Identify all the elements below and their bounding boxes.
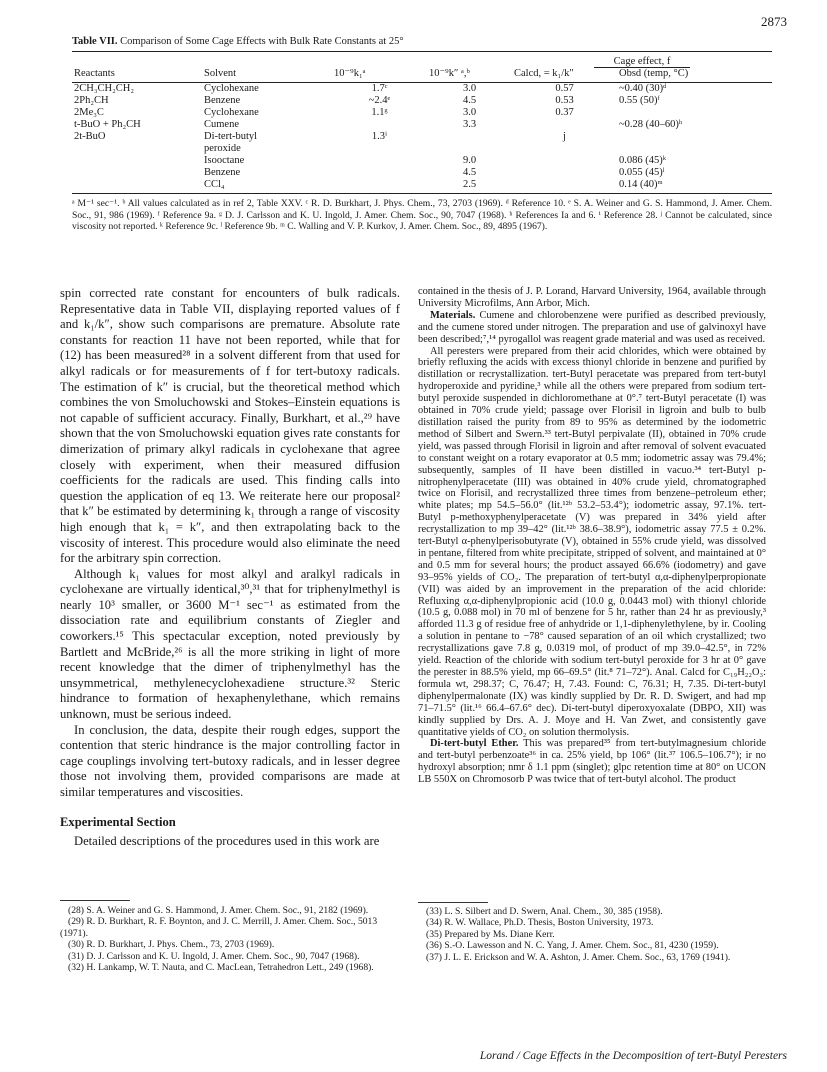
table-cell: ~0.28 (40–60)ʰ [619,119,683,130]
table-cell [512,167,617,179]
table-cell [512,179,617,194]
table-cell: 0.086 (45)ᵏ [619,155,667,166]
table-cell: 1.1ᵍ [371,107,388,118]
running-footer: Lorand / Cage Effects in the Decomposition of tert-Butyl Peresters [479,1050,787,1062]
table-caption [72,36,772,47]
table-cell: 3.0 [462,83,477,94]
table-cell: Cyclohexane [204,107,259,118]
table-cell: 3.0 [462,107,477,118]
footnote-rule [418,902,488,903]
table-row [72,167,772,179]
table-row [72,107,772,119]
reference-item: (28) S. A. Weiner and G. S. Hammond, J. Amer. Chem. Soc., 91, 2182 (1969). [68,905,369,916]
table-cell: 0.14 (40)ᵐ [617,179,772,194]
table-cell: Cumene [204,119,239,130]
references-left [60,905,400,973]
table-label: Table VII. [72,36,118,47]
table-row [72,155,772,167]
table-cell: peroxide [204,143,241,154]
table-row [72,179,772,194]
table-cell: 2.5 [427,179,512,194]
column-header: Reactants [72,68,202,83]
table-cell: 4.5 [462,167,477,178]
table-cell [72,155,202,167]
paragraph-text: This was prepared³⁵ from tert-butylmagnesium chloride and tert-butyl perbenzoate³⁶ in ca. 25% yield, bp 106° (lit.³⁷ 106.5–106.7°); ir no hydroxyl absorption; nmr δ 1.1 ppm (singlet); glpc retention time at 80° on UCON LB 550X on Chromosorb P was twice that of tert-butyl alcohol. The product [418,738,766,786]
column-header: 10⁻⁹k″ ᵃ,ᵇ [427,68,512,83]
table-row [72,131,772,143]
table-cell [512,143,617,155]
table-cell [332,155,427,167]
table-cell: 0.57 [555,83,574,94]
paragraph: Detailed descriptions of the procedures used in this work are [74,834,380,849]
table-cell [512,155,617,167]
table-cell [72,167,202,179]
table-cell [332,167,427,179]
column-header: Obsd (temp, °C) [617,68,772,83]
table-cell: Isooctane [204,155,245,166]
table-cell: 1.3ⁱ [371,131,388,142]
table-cell: ~0.40 (30)ᵈ [619,83,667,94]
data-table [72,51,772,194]
paragraph: contained in the thesis of J. P. Lorand, Harvard University, 1964, available through University Microfilms, Ann Arbor, Mich. [418,286,766,309]
left-column [60,286,400,850]
table-row [72,83,772,96]
table-cell [512,119,617,131]
reference-item: (34) R. W. Wallace, Ph.D. Thesis, Boston University, 1973. [426,917,654,929]
table-cell [427,143,512,155]
table-cell: 9.0 [462,155,477,166]
reference-item: (37) J. L. E. Erickson and W. A. Ashton, J. Amer. Chem. Soc., 63, 1769 (1941). [426,951,731,963]
table-cell [617,107,772,119]
table-cell: Benzene [204,95,241,106]
paragraph: spin corrected rate constant for encounters of bulk radicals. Representative data in Table VII, displaying reported values of f and k₁/k″, show such comparisons are premature. Absolute rate constants for reaction 11 have not been reported, while that for (12) has been measured²⁸ in a solvent different from that used for alkyl radicals or for measurements of f for tert-butoxy radicals. The estimation of k″ is crucial, but the theoretical method which combines the von Smoluchowski and Stokes–Einstein equations is not capable of sufficient accuracy. Finally, Burkhart, et al.,²⁹ have shown that the von Smoluchowski equation gives rate constants for dimerization of primary alkyl radicals in cyclohexane that agree closely with experiment, when their measured diffusion coefficients for the radicals are used. This finding calls into question the application of eq 13. We reiterate here our proposal² that k″ be estimated by determining k₁ through a range of viscosity high enough that k₁ = k″, and then extrapolating back to the viscosity of interest. This procedure would also eliminate the need for the arbitrary spin correction. [60,286,400,566]
table-row [72,119,772,131]
table-cell [72,179,202,194]
table-cell: CCl₄ [202,179,332,194]
paragraph: Although k₁ values for most alkyl and aralkyl radicals in cyclohexane are virtually identical,³⁰,³¹ that for triphenylmethyl is nearly 10³ smaller, or 3600 M⁻¹ sec⁻¹ as estimated from the dissociation rate and equilibrium constants of Ziegler and coworkers.¹⁵ This spectacular exception, noted previously by Bartlett and McBride,²⁶ is all the more striking in light of more recent knowledge that the dimer of triphenylmethyl has the unsymmetrical, methylenecyclohexadiene structure.³² Steric hindrance to formation of hexaphenylethane, which remains unknown, must be serious indeed. [60,566,400,722]
table-cell: ~2.4ᵉ [368,95,391,106]
footnote-rule [60,900,130,901]
table-cell: 0.55 (50)ᶠ [619,95,660,106]
reference-item: (31) D. J. Carlsson and K. U. Ingold, J. Amer. Chem. Soc., 90, 7047 (1968). [68,950,360,962]
paragraph: All peresters were prepared from their acid chlorides, which were obtained by briefly refluxing the acids with excess thionyl chloride in benzene and purified by distillation or recrystallization. tert-Butyl peracetate was prepared from tert-butyl hydroperoxide and pyridine,³ while all the others were prepared from sodium tert-butyl peroxide suspended in dichloromethane at 0°.⁷ tert-Butyl peracetate (I) was obtained in 70% crude yield; passage over Florisil in ligroin and bulb to bulb distillation raised the purity from 89 to 95% as determined by the iodometric method of Silbert and Swern.³³ tert-Butyl perpivalate (II), obtained in 70% crude yield, was passed through Florisil in ligroin and after removal of solvent evacuated to constant weight on a rotary evaporator at 0.5 mm; iodometric assay was 79.4%; subsequently, samples of II have been distilled in vacuo.³⁴ tert-Butyl p-nitrophenylperacetate (III) was obtained in 40% crude yield, chromatographed twice on Florisil, and recrystallized three times from benzene–petroleum ether; white plates; mp 54.5–56.0° (lit.¹²ᵇ 53.2–53.4°); iodometric assay, 97.1%. tert-Butyl p-methoxyphenylperacetate (V) was prepared in 34% yield after recrystallization to mp 39–42° (lit.¹²ᵇ 38.6–38.9°), iodometric assay 77.5 ± 0.2%. tert-Butyl α-phenylperisobutyrate (V), obtained in 55% crude yield, was dissolved in pentane, filtered from white precipitate, stripped of solvent, and maintained at 0° and 0.5 mm for several hours; the product assayed 66.6% (iodometry) and gave 93–95% yields of CO₂. The preparation of tert-butyl α,α-diphenylperpropionate (VII) was aided by an improvement in the preparation of the acid chloride: Refluxing α,α-diphenylpropionic acid (10.0 g, 0.0443 mol) with thionyl chloride (10.5 g, 0.088 mol) in 70 ml of benzene for 5 hr, rather than 24 hr as previously,³ afforded 11.3 g of residue free of anhydride or 1,1-diphenylethylene, by ir. Cooling a solution in pentane to −78° caused separation of an oil which crystallized; two recrystallizations gave 7.8 g, 0.0319 mol, of product of mp 39.0–42.5°, in 72% yield. Reaction of the chloride with sodium tert-butyl peroxide for 3 hr at 0° gave the perester in 88.5% yield, mp 66–69.5° (lit.⁸ 71–72°). Anal. Calcd for C₁₉H₂₂O₃: formula wt, 298.37; C, 76.47; H, 7.43. Found: C, 76.31; H, 7.35. Di-tert-butyl diphenylpermalonate (IX) was kindly supplied by Dr. R. D. Swigert, and had mp 71–71.5° (lit.¹⁶ 66.4–67.6° dec). Di-tert-butyl diperoxyoxalate (DBPO, XII) was kindly supplied by Drs. A. J. Moye and H. Van Zwet, and consistently gave quantitative yields of CO₂ on solution thermolysis. [418,345,766,738]
table-cell [332,119,427,131]
reference-item: (35) Prepared by Ms. Diane Kerr. [426,928,555,940]
table-row [72,143,772,155]
paragraph [418,738,766,786]
table-cell: Di-tert-butyl [204,131,258,142]
column-header: Solvent [202,68,332,83]
table-cell [617,131,772,143]
table-cell: 0.37 [555,107,574,118]
reference-item: (33) L. S. Silbert and D. Swern, Anal. Chem., 30, 385 (1958). [426,906,663,917]
table-cell [332,143,427,155]
reference-item: (29) R. D. Burkhart, R. F. Boynton, and J. C. Merrill, J. Amer. Chem. Soc., 5013 (1971). [60,916,378,939]
column-header: 10⁻⁹k₁ᵃ [332,68,427,83]
table-footnotes: ᵃ M⁻¹ sec⁻¹. ᵇ All values calculated as in ref 2, Table XXV. ᶜ R. D. Burkhart, J. Phys. Chem., 73, 2703 (1969). ᵈ Reference 10. ᵉ S. A. Weiner and G. S. Hammond, J. Amer. Chem. Soc., 91, 986 (1969). ᶠ Reference 9a. ᵍ D. J. Carlsson and K. U. Ingold, J. Amer. Chem. Soc., 90, 7047 (1968). ʰ References Ia and 6. ⁱ Reference 28. ʲ Cannot be calculated, since viscosity not reported. ᵏ Reference 9c. ˡ Reference 9b. ᵐ C. Walling and V. P. Kurkov, J. Amer. Chem. Soc., 89, 4895 (1967). [72,198,772,232]
paragraph-lead: Di-tert-butyl Ether. [430,738,519,750]
table-cell: 2Me₃C [74,107,104,118]
paragraph: In conclusion, the data, despite their rough edges, support the contention that steric hindrance is the major controlling factor in cage couplings involving tert-butoxy radicals, and in lesser degree those not involving them, provided comparisons are made at similar temperatures and viscosities. [60,722,400,799]
reference-item: (36) S.-O. Lawesson and N. C. Yang, J. Amer. Chem. Soc., 81, 4230 (1959). [426,940,719,952]
table-cell [72,143,202,155]
table-cell: Benzene [204,167,241,178]
table-cell [332,179,427,194]
table-vii [72,36,772,233]
page-number: 2873 [761,14,787,29]
references-right [418,906,766,963]
table-cell: Cyclohexane [204,83,259,94]
section-heading: Experimental Section [60,814,176,829]
right-column [418,286,766,786]
paragraph-lead: Materials. [430,309,476,321]
table-cell [427,131,512,143]
table-cell: t-BuO + Ph₂CH [74,119,141,130]
table-title: Comparison of Some Cage Effects with Bulk Rate Constants at 25° [120,36,404,47]
table-cell: 2t-BuO [74,131,106,142]
table-cell: 0.055 (45)ˡ [619,167,665,178]
table-cell: j [563,131,566,142]
table-cell: 2CH₃CH₂CH₂ [74,83,134,94]
table-row [72,95,772,107]
group-header: Cage effect, f [512,52,772,69]
table-cell [617,143,772,155]
reference-item: (30) R. D. Burkhart, J. Phys. Chem., 73, 2703 (1969). [68,939,275,951]
table-cell: 2Ph₂CH [74,95,109,106]
table-cell: 1.7ᶜ [371,83,388,94]
paragraph-text: Cumene and chlorobenzene were purified as described previously, and the cumene stored under nitrogen. The preparation and use of galvinoxyl have been described;⁷,¹⁴ pyrogallol was reagent grade material and was used as received. [418,309,766,345]
table-cell: 3.3 [462,119,477,130]
reference-item: (32) H. Lankamp, W. T. Nauta, and C. MacLean, Tetrahedron Lett., 249 (1968). [68,962,374,974]
paragraph [418,310,766,346]
table-cell: 0.53 [555,95,574,106]
column-header: Calcd, = k₁/k″ [512,68,617,83]
table-cell: 4.5 [462,95,477,106]
